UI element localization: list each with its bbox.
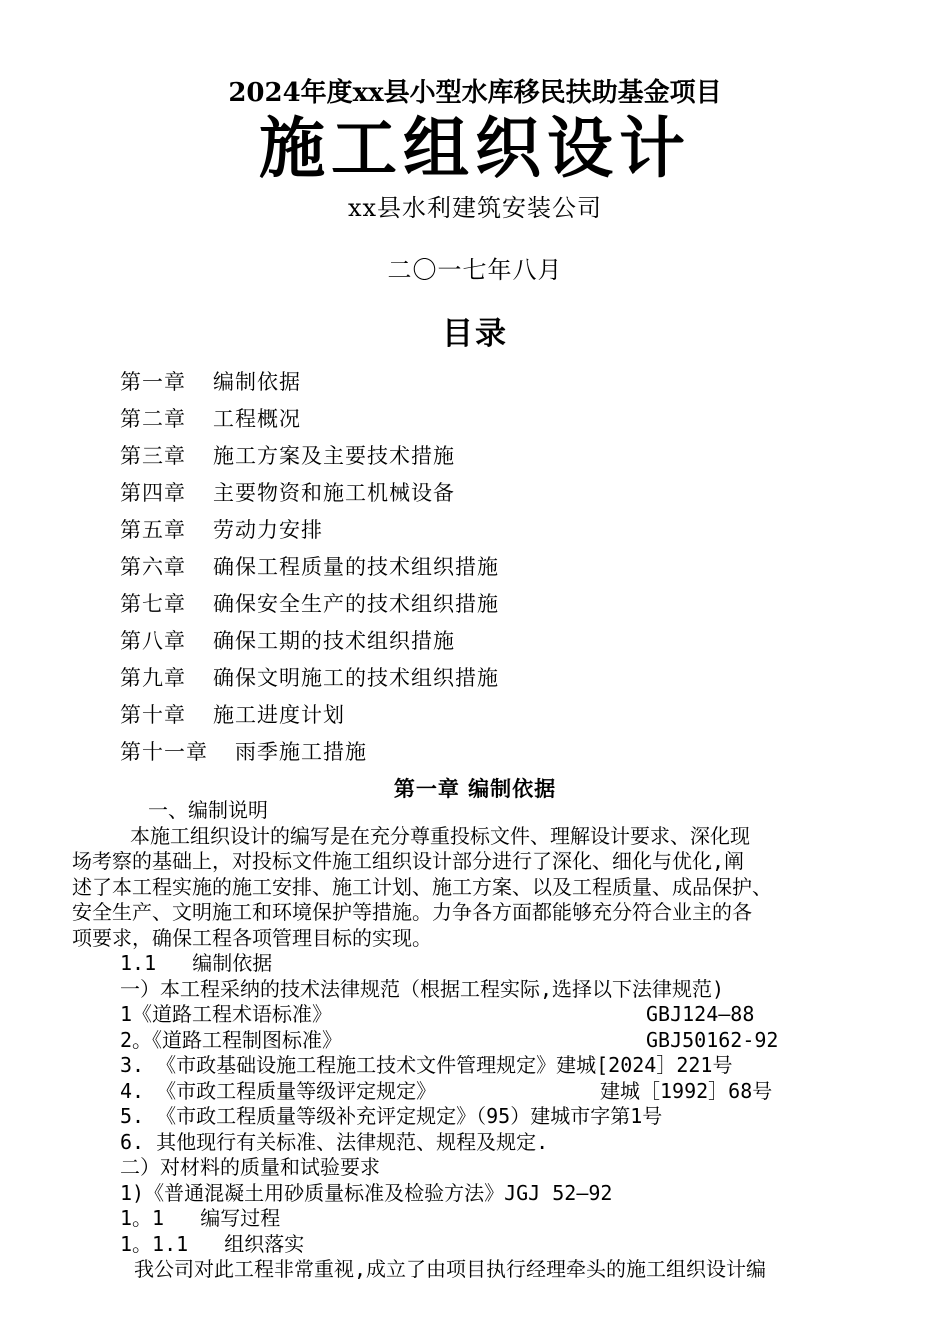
toc-item-number: 第五章	[120, 518, 186, 542]
toc-item[interactable]	[120, 586, 499, 623]
paragraph-line: 述了本工程实施的施工安排、施工计划、施工方案、以及工程质量、成品保护、	[72, 874, 772, 899]
toc-item-number: 第九章	[120, 666, 186, 690]
toc-item-label: 施工进度计划	[213, 703, 345, 727]
toc-item-number: 第七章	[120, 592, 186, 616]
norm-item	[72, 1079, 902, 1105]
company-name: xx县水利建筑安装公司	[347, 194, 603, 222]
subsection-title: 1。1 编写过程	[120, 1206, 281, 1230]
table-of-contents	[120, 364, 499, 771]
toc-item-label: 确保工期的技术组织措施	[213, 629, 455, 653]
material-item: 1)《普通混凝土用砂质量标准及检验方法》JGJ 52—92	[120, 1180, 613, 1205]
toc-item[interactable]	[120, 697, 499, 734]
chapter-heading: 第一章 编制依据	[393, 776, 557, 801]
toc-item[interactable]	[120, 475, 499, 512]
norm-name: 2。《道路工程制图标准》	[120, 1027, 343, 1052]
toc-item[interactable]	[120, 364, 499, 401]
norm-item: 3. 《市政基础设施工程施工技术文件管理规定》建城[2024］221号	[120, 1053, 733, 1077]
toc-item-number: 第三章	[120, 444, 186, 468]
paragraph-line: 我公司对此工程非常重视,成立了由项目执行经理牵头的施工组织设计编	[134, 1257, 767, 1281]
paragraph-line: 安全生产、文明施工和环境保护等措施。力争各方面都能够充分符合业主的各	[72, 900, 752, 924]
section-title: 一、编制说明	[148, 798, 268, 822]
norm-item	[72, 1002, 902, 1028]
toc-item-number: 第八章	[120, 629, 186, 653]
toc-title: 目录	[442, 316, 508, 352]
subsection-title: 1。1.1 组织落实	[120, 1231, 305, 1256]
toc-item-label: 确保工程质量的技术组织措施	[213, 555, 499, 579]
paragraph-line: 场考察的基础上，对投标文件施工组织设计部分进行了深化、细化与优化,阐	[72, 849, 745, 873]
toc-item-label: 劳动力安排	[213, 518, 323, 542]
toc-item-label: 确保安全生产的技术组织措施	[213, 592, 499, 616]
toc-item-label: 雨季施工措施	[235, 740, 367, 764]
norm-item	[72, 1028, 902, 1054]
chapter-body	[72, 798, 902, 1283]
toc-item-number: 第十一章	[120, 740, 208, 764]
toc-item-number: 第一章	[120, 370, 186, 394]
toc-item[interactable]	[120, 734, 499, 771]
norm-item: 6. 其他现行有关标准、法律规范、规程及规定.	[120, 1129, 549, 1154]
toc-item-label: 施工方案及主要技术措施	[213, 444, 455, 468]
document-title: 施工组织设计	[259, 109, 691, 187]
toc-item-label: 主要物资和施工机械设备	[213, 481, 455, 505]
subsection-title: 1.1 编制依据	[120, 951, 273, 975]
toc-item[interactable]	[120, 438, 499, 475]
subsection-title: 一）本工程采纳的技术法律规范（根据工程实际,选择以下法律规范)	[120, 976, 725, 1001]
norm-item: 5. 《市政工程质量等级补充评定规定》（95）建城市字第1号	[120, 1104, 663, 1128]
toc-item-label: 编制依据	[213, 370, 301, 394]
toc-item-label: 确保文明施工的技术组织措施	[213, 666, 499, 690]
paragraph-line: 项要求，确保工程各项管理目标的实现。	[72, 925, 432, 950]
toc-item-number: 第二章	[120, 407, 186, 431]
norm-code: GBJ124—88	[646, 1002, 755, 1026]
norm-code: GBJ50162-92	[646, 1027, 779, 1052]
toc-item-number: 第六章	[120, 555, 186, 579]
norm-name: 4. 《市政工程质量等级评定规定》	[120, 1078, 437, 1103]
toc-item[interactable]	[120, 660, 499, 697]
norm-code: 建城［1992］68号	[600, 1078, 773, 1103]
norm-name: 1《道路工程术语标准》	[120, 1002, 333, 1026]
toc-item[interactable]	[120, 623, 499, 660]
toc-item[interactable]	[120, 401, 499, 438]
toc-item[interactable]	[120, 512, 499, 549]
document-subtitle: 2024年度xx县小型水库移民扶助基金项目	[228, 78, 722, 108]
paragraph-line: 本施工组织设计的编写是在充分尊重投标文件、理解设计要求、深化现	[130, 823, 750, 848]
document-date: 二〇一七年八月	[387, 256, 563, 284]
toc-item-number: 第四章	[120, 481, 186, 505]
toc-item-number: 第十章	[120, 703, 186, 727]
toc-item-label: 工程概况	[213, 407, 301, 431]
toc-item[interactable]	[120, 549, 499, 586]
subsection-title: 二）对材料的质量和试验要求	[120, 1155, 380, 1179]
